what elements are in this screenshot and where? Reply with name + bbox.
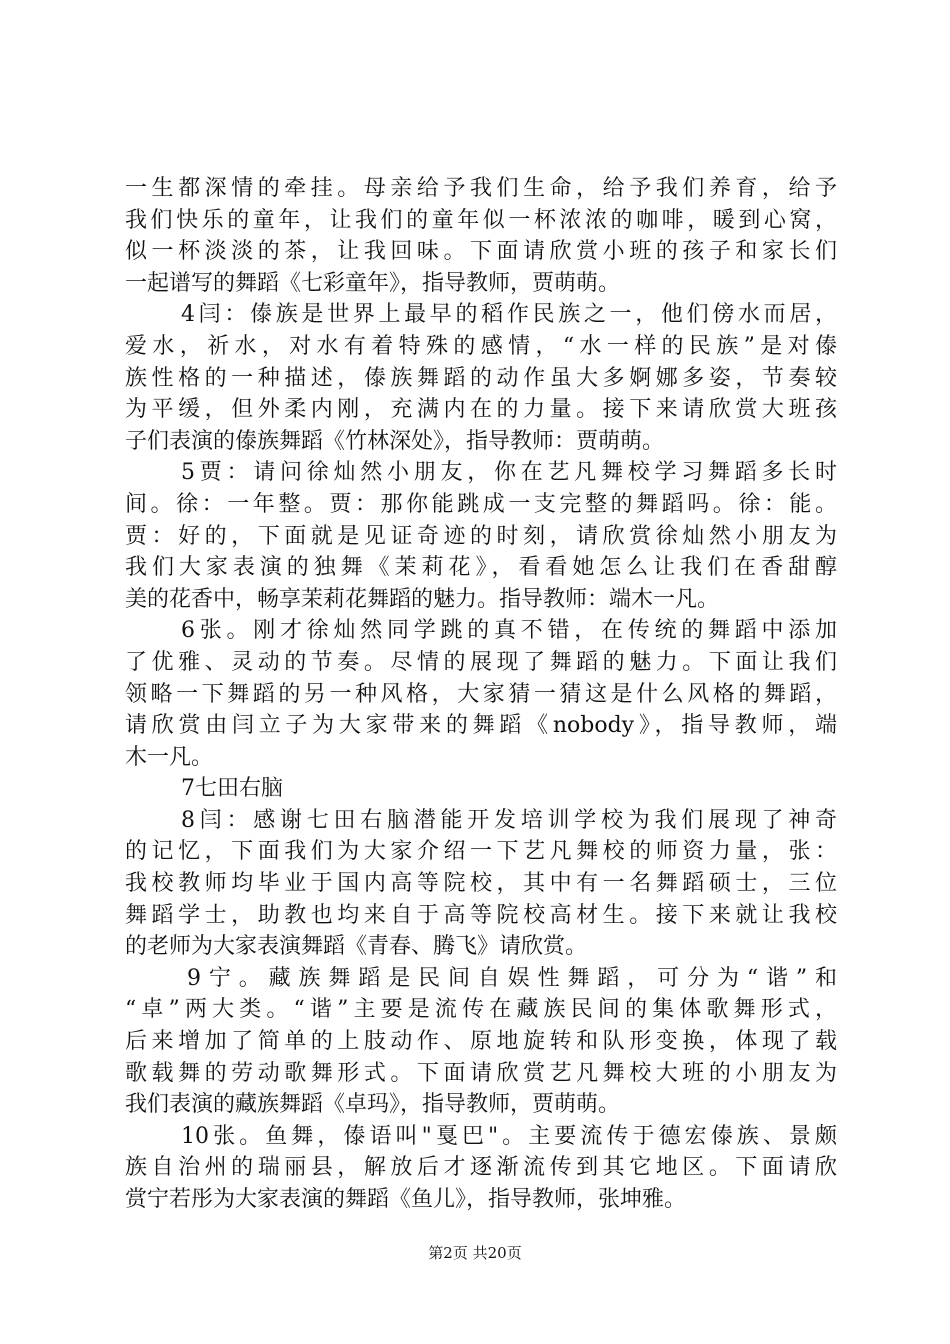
text-line: 了优雅、灵动的节奏。尽情的展现了舞蹈的魅力。下面让我们 [125,649,837,675]
text-line: 一生都深情的牵挂。母亲给予我们生命，给予我们养育，给予 [125,176,837,201]
text-line: 的记忆，下面我们为大家介绍一下艺凡舞校的师资力量，张： [125,839,837,865]
text-line: 5贾：请问徐灿然小朋友，你在艺凡舞校学习舞蹈多长时 [181,460,837,486]
text-line: 为平缓，但外柔内刚，充满内在的力量。接下来请欣赏大班孩 [125,397,837,423]
text-line: 6张。刚才徐灿然同学跳的真不错，在传统的舞蹈中添加 [181,618,837,644]
text-line: 舞蹈学士，助教也均来自于高等院校高材生。接下来就让我校 [125,902,837,928]
text-line: 7七田右脑 [181,776,283,802]
text-line: 的老师为大家表演舞蹈《青春、腾飞》请欣赏。 [125,934,588,960]
text-line: 族性格的一种描述，傣族舞蹈的动作虽大多婀娜多姿，节奏较 [125,365,837,391]
text-line: 后来增加了简单的上肢动作、原地旋转和队形变换，体现了载 [125,1029,837,1055]
text-line: 子们表演的傣族舞蹈《竹林深处》，指导教师：贾萌萌。 [125,428,665,454]
text-line: 我们快乐的童年，让我们的童年似一杯浓浓的咖啡，暖到心窝， [125,207,837,233]
text-line: 我校教师均毕业于国内高等院校，其中有一名舞蹈硕士，三位 [125,871,837,897]
text-line: 贾：好的，下面就是见证奇迹的时刻，请欣赏徐灿然小朋友为 [125,523,837,549]
text-line: 间。徐：一年整。贾：那你能跳成一支完整的舞蹈吗。徐：能。 [125,491,837,517]
text-line: 领略一下舞蹈的另一种风格，大家猜一猜这是什么风格的舞蹈， [125,681,837,707]
text-line: 木一凡。 [125,744,214,770]
text-line: 请欣赏由闫立子为大家带来的舞蹈《nobody》，指导教师，端 [125,713,837,739]
text-line: 9宁。藏族舞蹈是民间自娱性舞蹈，可分为“谐”和 [187,965,837,991]
document-body [125,173,837,1216]
text-line: 族自治州的瑞丽县，解放后才逐渐流传到其它地区。下面请欣 [125,1155,837,1181]
text-line: 赏宁若彤为大家表演的舞蹈《鱼儿》，指导教师，张坤雅。 [125,1187,687,1212]
text-line: 美的花香中，畅享茉莉花舞蹈的魅力。指导教师：端木一凡。 [125,586,720,612]
text-line: 似一杯淡淡的茶，让我回味。下面请欣赏小班的孩子和家长们 [125,239,837,265]
page-footer: 第2页 共20页 [428,1244,522,1262]
text-line: 我们表演的藏族舞蹈《卓玛》，指导教师，贾萌萌。 [125,1092,621,1118]
text-line: 我们大家表演的独舞《茉莉花》，看看她怎么让我们在香甜醇 [125,555,837,581]
text-line: 4闫：傣族是世界上最早的稻作民族之一，他们傍水而居， [181,302,837,328]
text-line: 爱水，祈水，对水有着特殊的感情，“水一样的民族”是对傣 [125,333,837,359]
text-line: 8闫：感谢七田右脑潜能开发培训学校为我们展现了神奇 [181,807,837,833]
text-line: 歌载舞的劳动歌舞形式。下面请欣赏艺凡舞校大班的小朋友为 [125,1060,837,1086]
text-line: 一起谱写的舞蹈《七彩童年》，指导教师，贾萌萌。 [125,270,621,296]
text-line: “卓”两大类。“谐”主要是流传在藏族民间的集体歌舞形式， [125,997,837,1023]
text-line: 10张。鱼舞，傣语叫"戛巴"。主要流传于德宏傣族、景颇 [181,1123,837,1149]
